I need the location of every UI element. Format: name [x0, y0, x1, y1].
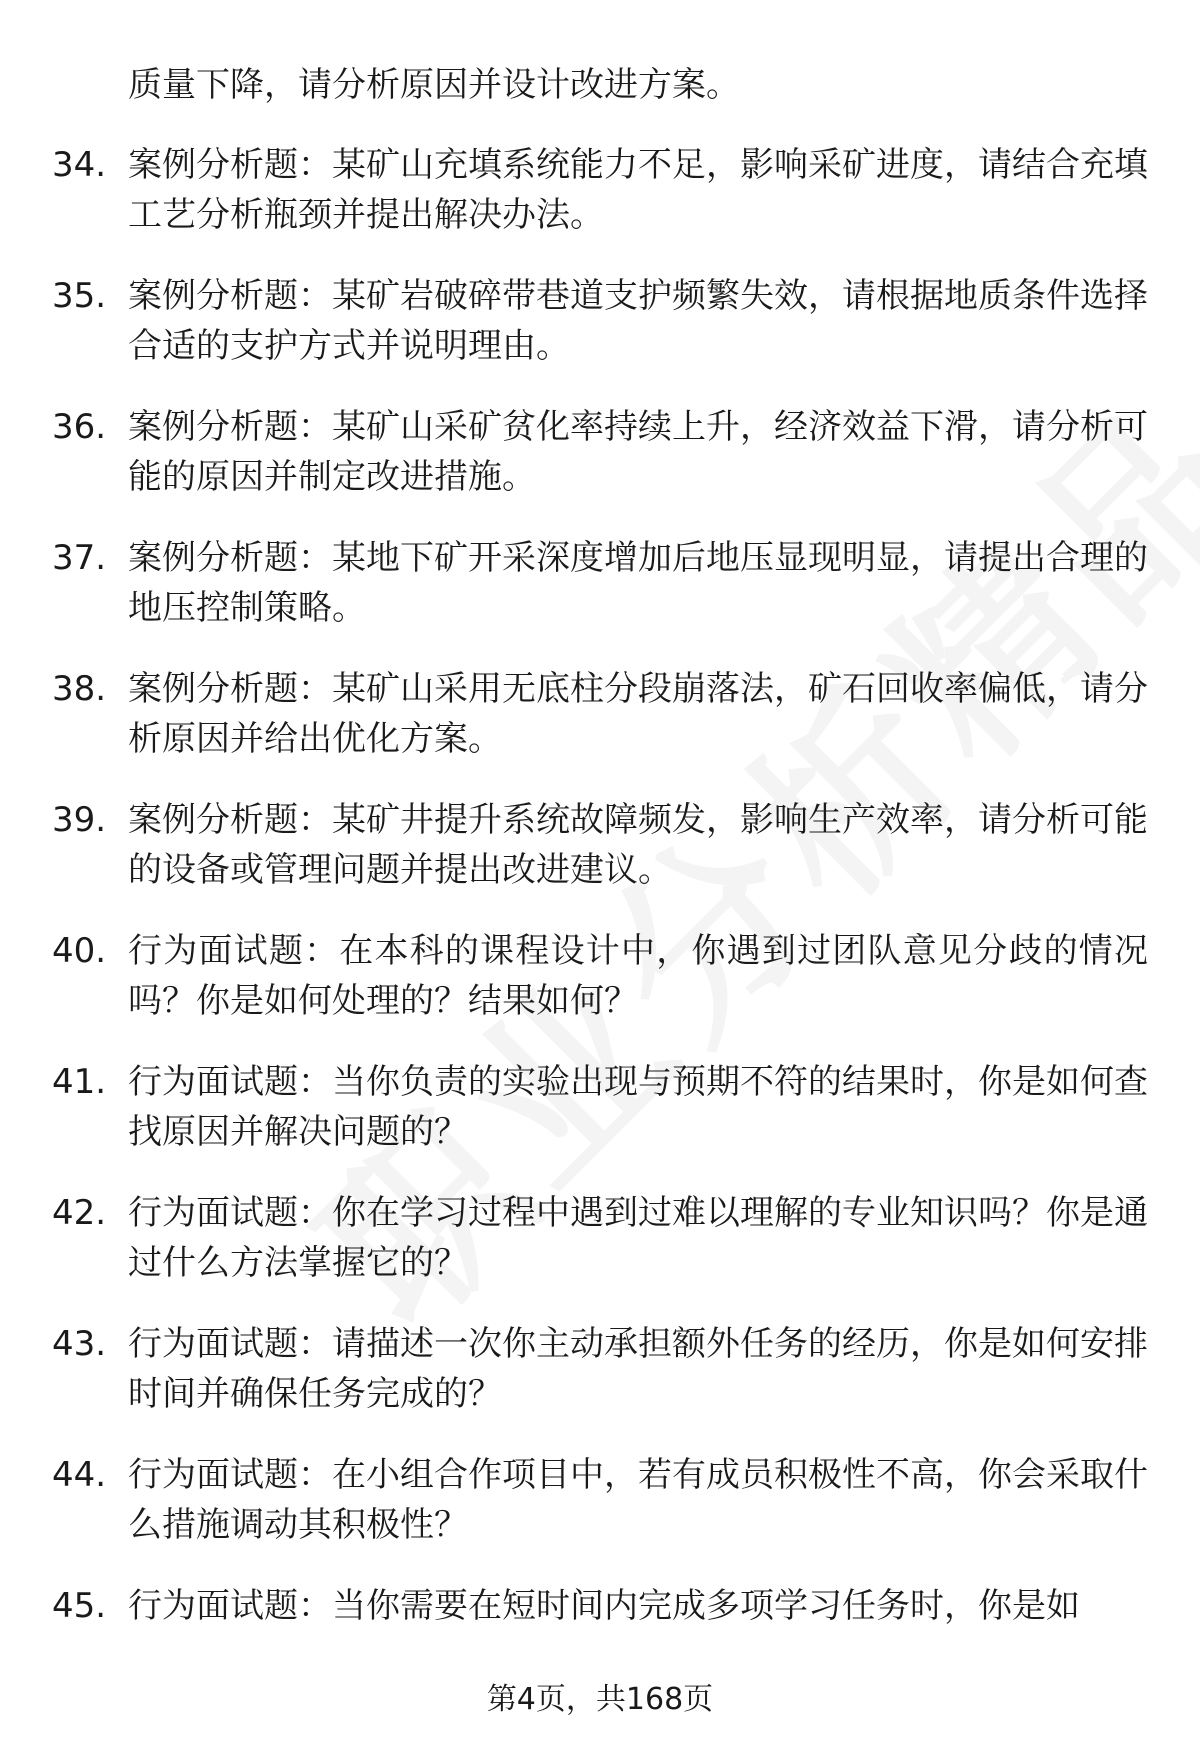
question-list	[0, 140, 1200, 1712]
question-number: 42.	[52, 1193, 107, 1233]
question-item	[0, 1319, 1200, 1450]
question-number: 37.	[52, 538, 107, 578]
question-text: 行为面试题：请描述一次你主动承担额外任务的经历，你是如何安排时间并确保任务完成的？	[128, 1324, 1148, 1414]
question-number: 40.	[52, 931, 107, 971]
question-item	[0, 926, 1200, 1057]
question-number: 41.	[52, 1062, 107, 1102]
question-item	[0, 140, 1200, 271]
question-item	[0, 1450, 1200, 1581]
question-text: 行为面试题：在本科的课程设计中，你遇到过团队意见分歧的情况吗？你是如何处理的？结果如何？	[128, 931, 1148, 1021]
question-item	[0, 271, 1200, 402]
question-number: 44.	[52, 1455, 107, 1495]
question-number: 43.	[52, 1324, 107, 1364]
question-item	[0, 533, 1200, 664]
question-text: 行为面试题：在小组合作项目中，若有成员积极性不高，你会采取什么措施调动其积极性？	[128, 1455, 1148, 1545]
question-number: 36.	[52, 407, 107, 447]
question-text: 案例分析题：某矿山采矿贫化率持续上升，经济效益下滑，请分析可能的原因并制定改进措施。	[128, 407, 1148, 497]
question-item	[0, 664, 1200, 795]
question-item	[0, 795, 1200, 926]
question-text: 案例分析题：某矿山采用无底柱分段崩落法，矿石回收率偏低，请分析原因并给出优化方案。	[128, 669, 1148, 759]
question-item	[0, 402, 1200, 533]
question-text: 案例分析题：某矿山充填系统能力不足，影响采矿进度，请结合充填工艺分析瓶颈并提出解决办法。	[128, 145, 1148, 235]
question-text: 案例分析题：某地下矿开采深度增加后地压显现明显，请提出合理的地压控制策略。	[128, 538, 1148, 628]
question-number: 38.	[52, 669, 107, 709]
question-number: 35.	[52, 276, 107, 316]
page-footer: 第4页，共168页	[486, 1682, 714, 1717]
question-number: 39.	[52, 800, 107, 840]
question-text: 案例分析题：某矿岩破碎带巷道支护频繁失效，请根据地质条件选择合适的支护方式并说明理由。	[128, 276, 1148, 366]
question-text: 行为面试题：当你需要在短时间内完成多项学习任务时，你是如	[128, 1586, 1080, 1626]
question-text: 案例分析题：某矿井提升系统故障频发，影响生产效率，请分析可能的设备或管理问题并提出改进建议。	[128, 800, 1148, 890]
question-item	[0, 1057, 1200, 1188]
question-number: 34.	[52, 145, 107, 185]
question-number: 45.	[52, 1586, 107, 1626]
question-text: 行为面试题：你在学习过程中遇到过难以理解的专业知识吗？你是通过什么方法掌握它的？	[128, 1193, 1148, 1283]
question-text: 行为面试题：当你负责的实验出现与预期不符的结果时，你是如何查找原因并解决问题的？	[128, 1062, 1148, 1152]
continuation-text: 质量下降，请分析原因并设计改进方案。	[128, 65, 740, 105]
question-item	[0, 1188, 1200, 1319]
